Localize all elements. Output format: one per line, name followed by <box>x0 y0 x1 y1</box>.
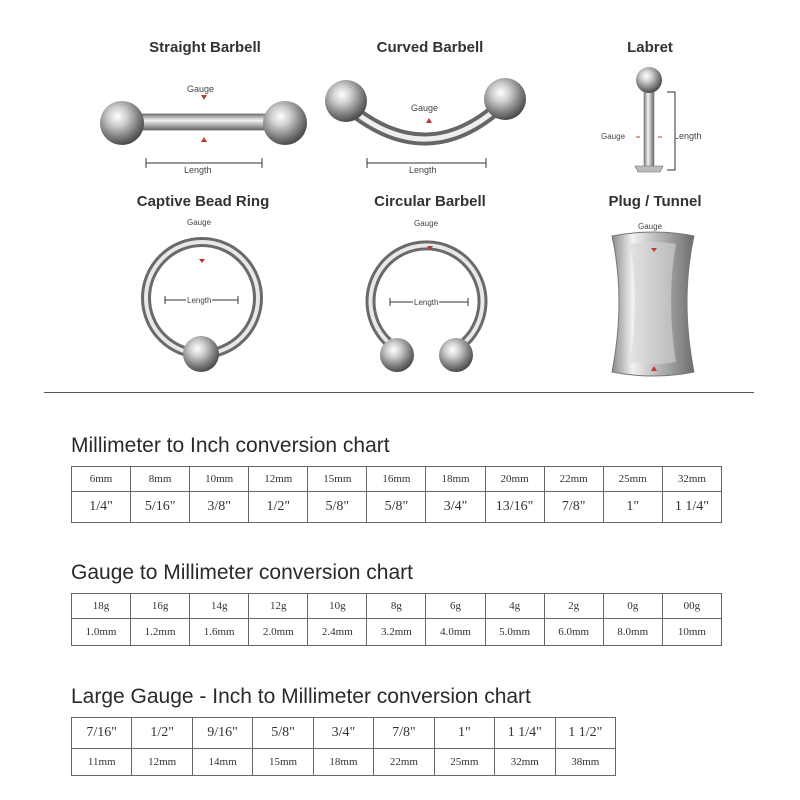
table-cell: 32mm <box>495 749 555 776</box>
table-cell: 6g <box>426 594 485 619</box>
table-cell: 20mm <box>485 467 544 492</box>
table-cell: 4g <box>485 594 544 619</box>
plug-tunnel-gauge-label: Gauge <box>638 222 663 231</box>
circular-barbell-illustration <box>371 245 483 372</box>
table-cell: 16mm <box>367 467 426 492</box>
table-cell: 7/16" <box>72 718 132 749</box>
table-cell: 14g <box>190 594 249 619</box>
table-cell: 18mm <box>426 467 485 492</box>
captive-bead-ring-title: Captive Bead Ring <box>136 193 270 210</box>
labret-length-label: Length <box>674 131 702 141</box>
table-cell: 3.2mm <box>367 619 426 646</box>
labret-gauge-label: Gauge <box>601 132 626 141</box>
table-cell: 25mm <box>603 467 662 492</box>
table-cell: 15mm <box>308 467 367 492</box>
table-cell: 12mm <box>249 467 308 492</box>
table-cell: 6.0mm <box>544 619 603 646</box>
inch-to-mm-table <box>71 717 616 776</box>
table-cell: 1.2mm <box>131 619 190 646</box>
gauge-arrow-icon <box>201 95 207 100</box>
captive-bead-ring-illustration <box>146 242 258 372</box>
gauge-to-mm-table <box>71 593 722 646</box>
table-cell: 3/8" <box>190 492 249 523</box>
table-cell: 14mm <box>192 749 252 776</box>
table-cell: 3/4" <box>426 492 485 523</box>
circular-barbell-gauge-label: Gauge <box>414 219 439 228</box>
circular-barbell-title: Circular Barbell <box>374 193 486 210</box>
table-cell: 22mm <box>544 467 603 492</box>
table-cell: 12mm <box>132 749 192 776</box>
table-cell: 1/2" <box>132 718 192 749</box>
table-cell: 5/8" <box>308 492 367 523</box>
table-cell: 3/4" <box>313 718 373 749</box>
mm-to-inch-chart-title: Millimeter to Inch conversion chart <box>71 434 390 457</box>
table-cell: 11mm <box>72 749 132 776</box>
table-cell: 5.0mm <box>485 619 544 646</box>
table-cell: 2.4mm <box>308 619 367 646</box>
table-cell: 0g <box>603 594 662 619</box>
table-cell: 18g <box>72 594 131 619</box>
circular-barbell-length-label: Length <box>414 298 439 307</box>
straight-barbell-title: Straight Barbell <box>149 39 261 56</box>
table-cell: 00g <box>662 594 721 619</box>
table-cell: 4.0mm <box>426 619 485 646</box>
section-divider <box>44 392 754 393</box>
table-cell: 15mm <box>253 749 313 776</box>
straight-barbell-gauge-label: Gauge <box>187 84 215 94</box>
curved-barbell-title: Curved Barbell <box>376 39 484 56</box>
table-cell: 1.6mm <box>190 619 249 646</box>
gauge-to-mm-chart-title: Gauge to Millimeter conversion chart <box>71 561 413 584</box>
table-cell: 1" <box>603 492 662 523</box>
table-cell: 1 1/4" <box>495 718 555 749</box>
mm-to-inch-table <box>71 466 722 523</box>
table-cell: 2.0mm <box>249 619 308 646</box>
plug-tunnel-title: Plug / Tunnel <box>608 193 702 210</box>
curved-barbell-length-label: Length <box>409 165 437 175</box>
table-cell: 10g <box>308 594 367 619</box>
gauge-arrow-icon <box>199 259 205 263</box>
table-cell: 2g <box>544 594 603 619</box>
table-cell: 5/16" <box>131 492 190 523</box>
labret-title: Labret <box>627 39 673 56</box>
table-cell: 18mm <box>313 749 373 776</box>
table-cell: 12g <box>249 594 308 619</box>
table-cell: 7/8" <box>374 718 434 749</box>
table-cell: 6mm <box>72 467 131 492</box>
labret-illustration <box>635 67 675 172</box>
table-cell: 32mm <box>662 467 721 492</box>
table-cell: 7/8" <box>544 492 603 523</box>
table-cell: 1/4" <box>72 492 131 523</box>
table-cell: 38mm <box>555 749 616 776</box>
table-cell: 8.0mm <box>603 619 662 646</box>
table-cell: 25mm <box>434 749 494 776</box>
gauge-arrow-icon <box>426 118 432 123</box>
table-cell: 13/16" <box>485 492 544 523</box>
table-cell: 1" <box>434 718 494 749</box>
table-cell: 22mm <box>374 749 434 776</box>
straight-barbell-illustration <box>100 95 307 168</box>
curved-barbell-illustration <box>325 78 526 168</box>
gauge-arrow-icon <box>201 137 207 142</box>
captive-bead-ring-gauge-label: Gauge <box>187 218 212 227</box>
table-cell: 8g <box>367 594 426 619</box>
table-cell: 1.0mm <box>72 619 131 646</box>
table-cell: 10mm <box>190 467 249 492</box>
table-cell: 1 1/2" <box>555 718 616 749</box>
captive-bead-ring-length-label: Length <box>187 296 212 305</box>
table-cell: 10mm <box>662 619 721 646</box>
curved-barbell-gauge-label: Gauge <box>411 103 439 113</box>
table-cell: 9/16" <box>192 718 252 749</box>
table-cell: 1/2" <box>249 492 308 523</box>
plug-tunnel-illustration <box>612 232 694 376</box>
straight-barbell-length-label: Length <box>184 165 212 175</box>
inch-to-mm-chart-title: Large Gauge - Inch to Millimeter conversion chart <box>71 685 531 708</box>
table-cell: 1 1/4" <box>662 492 721 523</box>
table-cell: 8mm <box>131 467 190 492</box>
table-cell: 16g <box>131 594 190 619</box>
table-cell: 5/8" <box>367 492 426 523</box>
table-cell: 5/8" <box>253 718 313 749</box>
